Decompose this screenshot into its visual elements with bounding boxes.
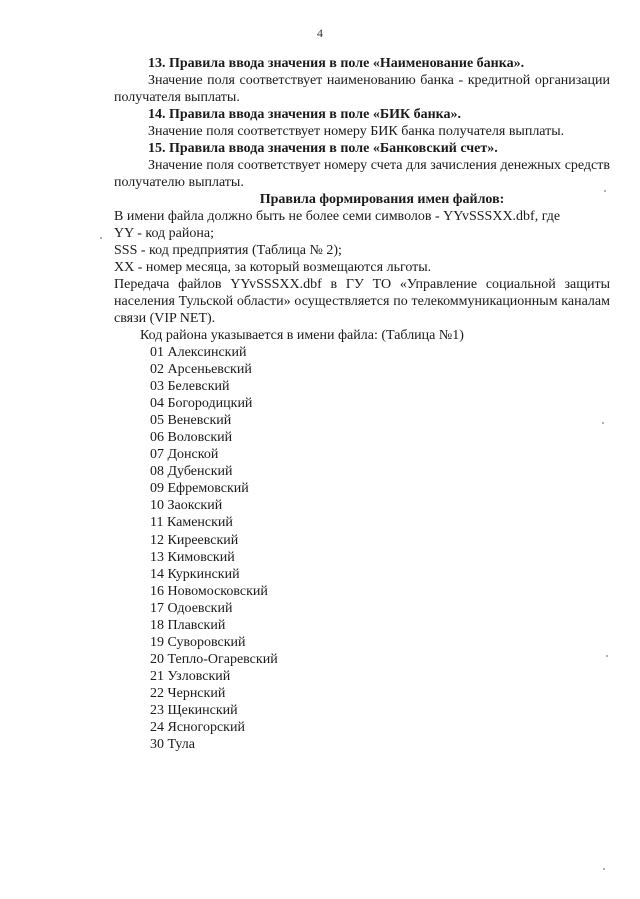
list-item: 19 Суворовский <box>150 634 246 650</box>
section-15-text: Значение поля соответствует номеру счета для зачисления денежных средств получателю выплаты. <box>114 158 610 190</box>
scan-speck <box>602 422 604 424</box>
list-item: 21 Узловский <box>150 668 231 684</box>
section-13-text: Значение поля соответствует наименованию банка - кредитной организации получателя выплаты. <box>114 73 610 105</box>
list-item: 20 Тепло-Огаревский <box>150 651 278 667</box>
district-list <box>114 344 610 753</box>
section-15-heading: 15. Правила ввода значения в поле «Банковский счет». <box>148 141 498 156</box>
scan-speck <box>603 868 605 870</box>
list-item: 12 Киреевский <box>150 532 239 548</box>
scan-speck <box>604 190 606 192</box>
district-intro: Код района указывается в имени файла: (Таблица №1) <box>140 328 464 343</box>
section-14-heading: 14. Правила ввода значения в поле «БИК банка». <box>148 107 462 122</box>
list-item: 16 Новомосковский <box>150 583 268 599</box>
list-item: 14 Куркинский <box>150 566 240 582</box>
filenames-line-1: В имени файла должно быть не более семи символов - YYvSSSXX.dbf, где <box>114 209 561 224</box>
list-item: 04 Богородицкий <box>150 396 253 412</box>
scan-speck <box>100 237 102 239</box>
list-item: 03 Белевский <box>150 379 230 395</box>
list-item: 01 Алексинский <box>150 345 247 360</box>
list-item: 18 Плавский <box>150 617 226 633</box>
document-body <box>114 55 610 753</box>
list-item: 23 Щекинский <box>150 702 238 718</box>
list-item: 02 Арсеньевский <box>150 362 252 378</box>
list-item: 22 Чернский <box>150 685 226 701</box>
page-number: 4 <box>317 26 323 40</box>
list-item: 24 Ясногорский <box>150 720 245 736</box>
list-item: 10 Заокский <box>150 498 223 514</box>
filenames-transfer: Передача файлов YYvSSSXX.dbf в ГУ ТО «Управление социальной защиты населения Тульской области» осуществляется по телекоммуникационным каналам связи (VIP NET). <box>114 277 610 326</box>
list-item: 08 Дубенский <box>150 464 233 480</box>
filenames-line-3: SSS - код предприятия (Таблица № 2); <box>114 243 342 258</box>
list-item: 17 Одоевский <box>150 600 233 616</box>
list-item: 06 Воловский <box>150 430 233 446</box>
scan-speck <box>606 655 608 657</box>
list-item: 11 Каменский <box>150 515 233 531</box>
list-item: 13 Кимовский <box>150 549 235 565</box>
list-item: 05 Веневский <box>150 413 232 429</box>
section-14-text: Значение поля соответствует номеру БИК банка получателя выплаты. <box>148 124 565 139</box>
list-item: 07 Донской <box>150 447 219 463</box>
list-item: 30 Тула <box>150 737 195 753</box>
filenames-title: Правила формирования имен файлов: <box>259 192 505 207</box>
filenames-line-2: YY - код района; <box>114 226 214 241</box>
filenames-line-4: XX - номер месяца, за который возмещаются льготы. <box>114 260 432 275</box>
section-13-heading: 13. Правила ввода значения в поле «Наименование банка». <box>148 56 525 71</box>
list-item: 09 Ефремовский <box>150 481 249 497</box>
